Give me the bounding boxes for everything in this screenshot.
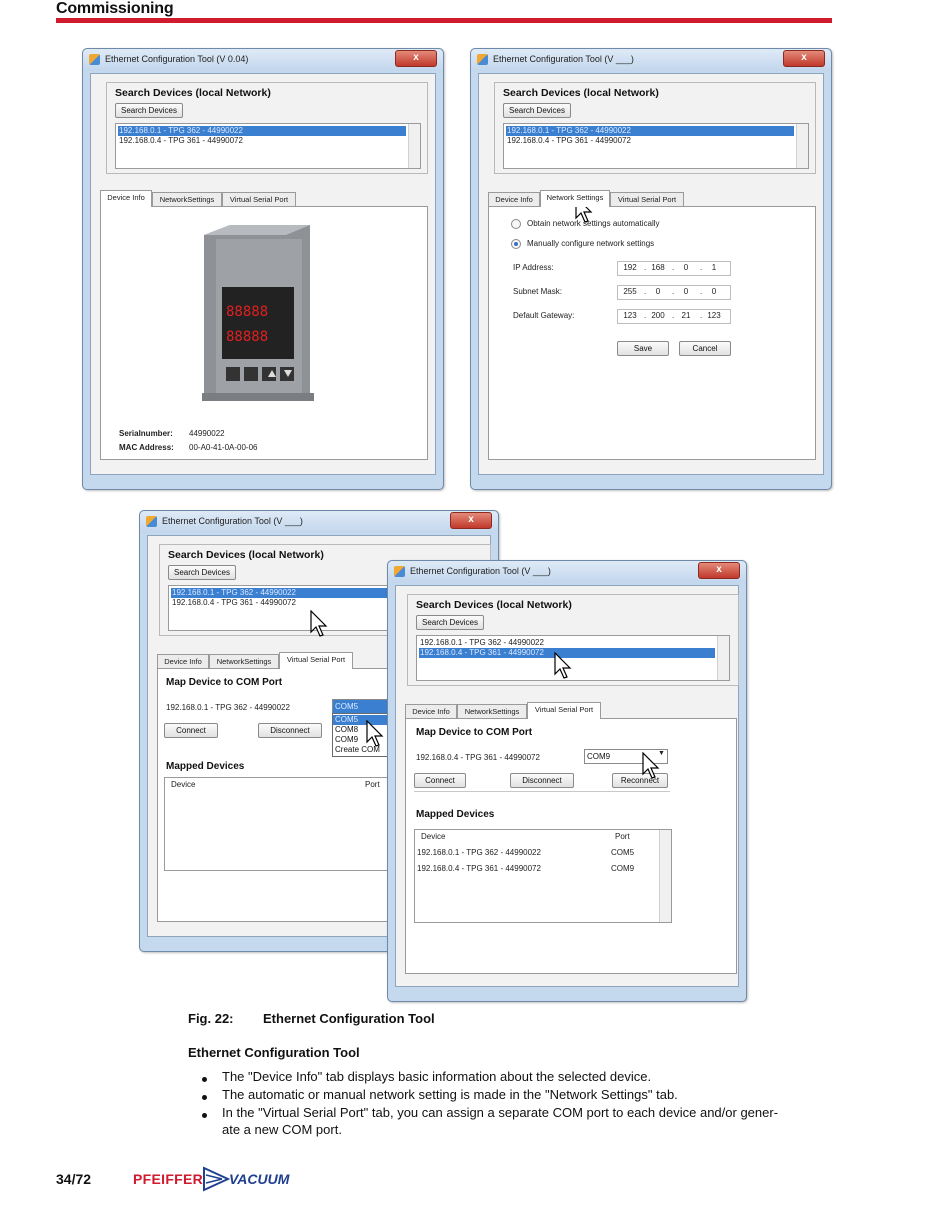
header-rule bbox=[56, 18, 832, 23]
ip-dot: . bbox=[644, 287, 647, 296]
bullet-text: The "Device Info" tab displays basic information about the selected device. bbox=[222, 1069, 652, 1084]
tab-strip bbox=[98, 192, 428, 206]
table-row-device[interactable]: 192.168.0.1 - TPG 362 - 44990022 bbox=[417, 848, 541, 857]
app-icon bbox=[89, 54, 100, 65]
mouse-cursor-icon bbox=[310, 610, 330, 638]
tab-virtual-serial-port[interactable]: Virtual Serial Port bbox=[222, 192, 296, 206]
search-devices-button[interactable]: Search Devices bbox=[168, 565, 236, 580]
tab-virtual-serial-port[interactable]: Virtual Serial Port bbox=[610, 192, 684, 206]
reconnect-button[interactable]: Reconnect bbox=[612, 773, 668, 788]
table-row-port[interactable]: COM5 bbox=[611, 848, 635, 857]
device-list-item[interactable]: 192.168.0.4 - TPG 361 - 44990072 bbox=[419, 648, 715, 658]
connect-button[interactable]: Connect bbox=[164, 723, 218, 738]
ip-octet: 0 bbox=[683, 263, 689, 272]
search-devices-button[interactable]: Search Devices bbox=[416, 615, 484, 630]
bullet-text-continued: ate a new COM port. bbox=[222, 1122, 342, 1137]
dropdown-option[interactable]: COM8 bbox=[335, 725, 359, 734]
tab-network-settings[interactable]: NetworkSettings bbox=[457, 704, 527, 718]
window-title: Ethernet Configuration Tool (V ___) bbox=[162, 516, 303, 526]
device-info-page bbox=[100, 206, 428, 460]
subnet-mask-field[interactable] bbox=[617, 285, 731, 300]
dropdown-option[interactable]: Create COM bbox=[335, 745, 380, 754]
title-bar[interactable] bbox=[471, 49, 831, 71]
column-header-port[interactable]: Port bbox=[365, 780, 380, 789]
tab-virtual-serial-port[interactable]: Virtual Serial Port bbox=[527, 702, 601, 719]
table-scrollbar[interactable] bbox=[659, 830, 671, 922]
chevron-down-icon[interactable]: ▼ bbox=[658, 750, 665, 757]
column-header-device[interactable]: Device bbox=[421, 832, 446, 841]
virtual-serial-port-page bbox=[405, 718, 737, 974]
device-list[interactable] bbox=[503, 123, 809, 169]
figure-label: Fig. 22: bbox=[188, 1011, 234, 1026]
tab-network-settings[interactable]: Network Settings bbox=[540, 190, 610, 207]
default-gateway-label: Default Gateway: bbox=[513, 311, 575, 320]
tab-device-info[interactable]: Device Info bbox=[488, 192, 540, 206]
radio-automatic[interactable] bbox=[511, 219, 521, 229]
list-scrollbar[interactable] bbox=[796, 124, 808, 168]
network-settings-page bbox=[488, 206, 816, 460]
section-heading: Ethernet Configuration Tool bbox=[188, 1045, 360, 1060]
ip-octet: 123 bbox=[707, 311, 721, 320]
column-header-device[interactable]: Device bbox=[171, 780, 196, 789]
window-client bbox=[478, 73, 824, 475]
search-group-title: Search Devices (local Network) bbox=[503, 87, 659, 99]
mouse-cursor-icon bbox=[366, 720, 386, 748]
mouse-cursor-icon bbox=[642, 752, 662, 780]
mouse-cursor-icon bbox=[554, 652, 574, 680]
tab-network-settings[interactable]: NetworkSettings bbox=[209, 654, 279, 668]
ip-address-field[interactable] bbox=[617, 261, 731, 276]
search-group-title: Search Devices (local Network) bbox=[416, 599, 572, 611]
tab-virtual-serial-port[interactable]: Virtual Serial Port bbox=[279, 652, 353, 669]
mapped-devices-title: Mapped Devices bbox=[166, 761, 245, 772]
disconnect-button[interactable]: Disconnect bbox=[258, 723, 322, 738]
window-virtual-serial-port-front bbox=[387, 560, 747, 1002]
bullet-text: The automatic or manual network setting is made in the "Network Settings" tab. bbox=[222, 1087, 678, 1102]
close-button[interactable]: x bbox=[450, 512, 492, 529]
radio-automatic-label: Obtain network settings automatically bbox=[527, 219, 660, 228]
tab-device-info[interactable]: Device Info bbox=[100, 190, 152, 207]
device-list-item[interactable]: 192.168.0.1 - TPG 362 - 44990022 bbox=[420, 638, 544, 647]
window-network-settings bbox=[470, 48, 832, 490]
tab-device-info[interactable]: Device Info bbox=[157, 654, 209, 668]
brand-name-secondary: VACUUM bbox=[229, 1171, 290, 1187]
ip-octet: 255 bbox=[623, 287, 637, 296]
list-scrollbar[interactable] bbox=[717, 636, 729, 680]
map-device-name: 192.168.0.1 - TPG 362 - 44990022 bbox=[166, 703, 290, 712]
ip-dot: . bbox=[672, 263, 675, 272]
ip-dot: . bbox=[644, 311, 647, 320]
search-group bbox=[106, 82, 428, 174]
ip-octet: 1 bbox=[711, 263, 717, 272]
tab-strip bbox=[486, 192, 816, 206]
dropdown-option[interactable]: COM5 bbox=[333, 715, 393, 725]
ip-dot: . bbox=[644, 263, 647, 272]
radio-manual[interactable] bbox=[511, 239, 521, 249]
search-devices-button[interactable]: Search Devices bbox=[115, 103, 183, 118]
mapped-devices-table[interactable] bbox=[414, 829, 672, 923]
figure-title: Ethernet Configuration Tool bbox=[263, 1011, 435, 1026]
app-icon bbox=[477, 54, 488, 65]
mapped-devices-title: Mapped Devices bbox=[416, 809, 495, 820]
app-icon bbox=[146, 516, 157, 527]
table-row-port[interactable]: COM9 bbox=[611, 864, 635, 873]
save-button[interactable]: Save bbox=[617, 341, 669, 356]
brand-name: PFEIFFER bbox=[133, 1171, 204, 1187]
bullet-marker bbox=[202, 1095, 207, 1100]
table-row-device[interactable]: 192.168.0.4 - TPG 361 - 44990072 bbox=[417, 864, 541, 873]
window-client bbox=[90, 73, 436, 475]
window-device-info bbox=[82, 48, 444, 490]
bullet-marker bbox=[202, 1113, 207, 1118]
title-bar[interactable] bbox=[388, 561, 746, 583]
ip-octet: 0 bbox=[711, 287, 717, 296]
dropdown-option[interactable]: COM9 bbox=[335, 735, 359, 744]
window-title: Ethernet Configuration Tool (V 0.04) bbox=[105, 54, 249, 64]
ip-octet: 0 bbox=[683, 287, 689, 296]
search-group bbox=[494, 82, 816, 174]
ip-address-label: IP Address: bbox=[513, 263, 554, 272]
subnet-mask-label: Subnet Mask: bbox=[513, 287, 562, 296]
window-title: Ethernet Configuration Tool (V ___) bbox=[493, 54, 634, 64]
ip-dot: . bbox=[672, 287, 675, 296]
close-button[interactable]: x bbox=[783, 50, 825, 67]
com-port-combo[interactable]: COM5 bbox=[332, 699, 396, 714]
window-client bbox=[395, 585, 739, 987]
device-list-item[interactable]: 192.168.0.1 - TPG 362 - 44990022 bbox=[118, 126, 406, 136]
com-port-combo[interactable]: COM9 bbox=[584, 749, 668, 764]
ip-octet: 123 bbox=[623, 311, 637, 320]
search-group-title: Search Devices (local Network) bbox=[115, 87, 271, 99]
close-button[interactable]: x bbox=[395, 50, 437, 67]
connect-button[interactable]: Connect bbox=[414, 773, 466, 788]
map-device-title: Map Device to COM Port bbox=[166, 677, 283, 688]
disconnect-button[interactable]: Disconnect bbox=[510, 773, 574, 788]
close-button[interactable]: x bbox=[698, 562, 740, 579]
device-list-item[interactable]: 192.168.0.4 - TPG 361 - 44990072 bbox=[507, 136, 631, 145]
tab-network-settings[interactable]: NetworkSettings bbox=[152, 192, 222, 206]
ip-octet: 192 bbox=[623, 263, 637, 272]
serialnumber-value: 44990022 bbox=[189, 429, 225, 438]
device-list-item[interactable]: 192.168.0.4 - TPG 361 - 44990072 bbox=[172, 598, 296, 607]
ip-dot: . bbox=[672, 311, 675, 320]
serialnumber-label: Serialnumber: bbox=[119, 429, 173, 438]
column-header-port[interactable]: Port bbox=[615, 832, 630, 841]
ip-dot: . bbox=[700, 263, 703, 272]
bullet-text: In the "Virtual Serial Port" tab, you can assign a separate COM port to each device and/or gener- bbox=[222, 1105, 779, 1120]
tab-strip bbox=[403, 704, 733, 718]
device-list-item[interactable]: 192.168.0.1 - TPG 362 - 44990022 bbox=[171, 588, 467, 598]
ip-dot: . bbox=[700, 311, 703, 320]
map-device-title: Map Device to COM Port bbox=[416, 727, 533, 738]
ip-octet: 168 bbox=[651, 263, 665, 272]
svg-text:88888: 88888 bbox=[226, 304, 269, 320]
brand-logo-icon bbox=[202, 1166, 230, 1192]
window-title: Ethernet Configuration Tool (V ___) bbox=[410, 566, 551, 576]
bullet-marker bbox=[202, 1077, 207, 1082]
app-icon bbox=[394, 566, 405, 577]
svg-text:88888: 88888 bbox=[226, 329, 269, 345]
search-group-title: Search Devices (local Network) bbox=[168, 549, 324, 561]
page-header-title: Commissioning bbox=[56, 0, 174, 17]
title-bar[interactable] bbox=[83, 49, 443, 71]
device-list[interactable] bbox=[115, 123, 421, 169]
device-image bbox=[186, 221, 316, 421]
ip-octet: 200 bbox=[651, 311, 665, 320]
title-bar[interactable] bbox=[140, 511, 498, 533]
map-device-name: 192.168.0.4 - TPG 361 - 44990072 bbox=[416, 753, 540, 762]
radio-manual-label: Manually configure network settings bbox=[527, 239, 655, 248]
default-gateway-field[interactable] bbox=[617, 309, 731, 324]
search-devices-button[interactable]: Search Devices bbox=[503, 103, 571, 118]
mac-address-value: 00-A0-41-0A-00-06 bbox=[189, 443, 258, 452]
divider bbox=[414, 791, 670, 792]
device-list-item[interactable]: 192.168.0.4 - TPG 361 - 44990072 bbox=[119, 136, 243, 145]
cancel-button[interactable]: Cancel bbox=[679, 341, 731, 356]
ip-octet: 0 bbox=[655, 287, 661, 296]
device-list-item[interactable]: 192.168.0.1 - TPG 362 - 44990022 bbox=[506, 126, 794, 136]
ip-dot: . bbox=[700, 287, 703, 296]
ip-octet: 21 bbox=[681, 311, 691, 320]
list-scrollbar[interactable] bbox=[408, 124, 420, 168]
mac-address-label: MAC Address: bbox=[119, 443, 174, 452]
tab-device-info[interactable]: Device Info bbox=[405, 704, 457, 718]
page-number: 34/72 bbox=[56, 1171, 92, 1187]
